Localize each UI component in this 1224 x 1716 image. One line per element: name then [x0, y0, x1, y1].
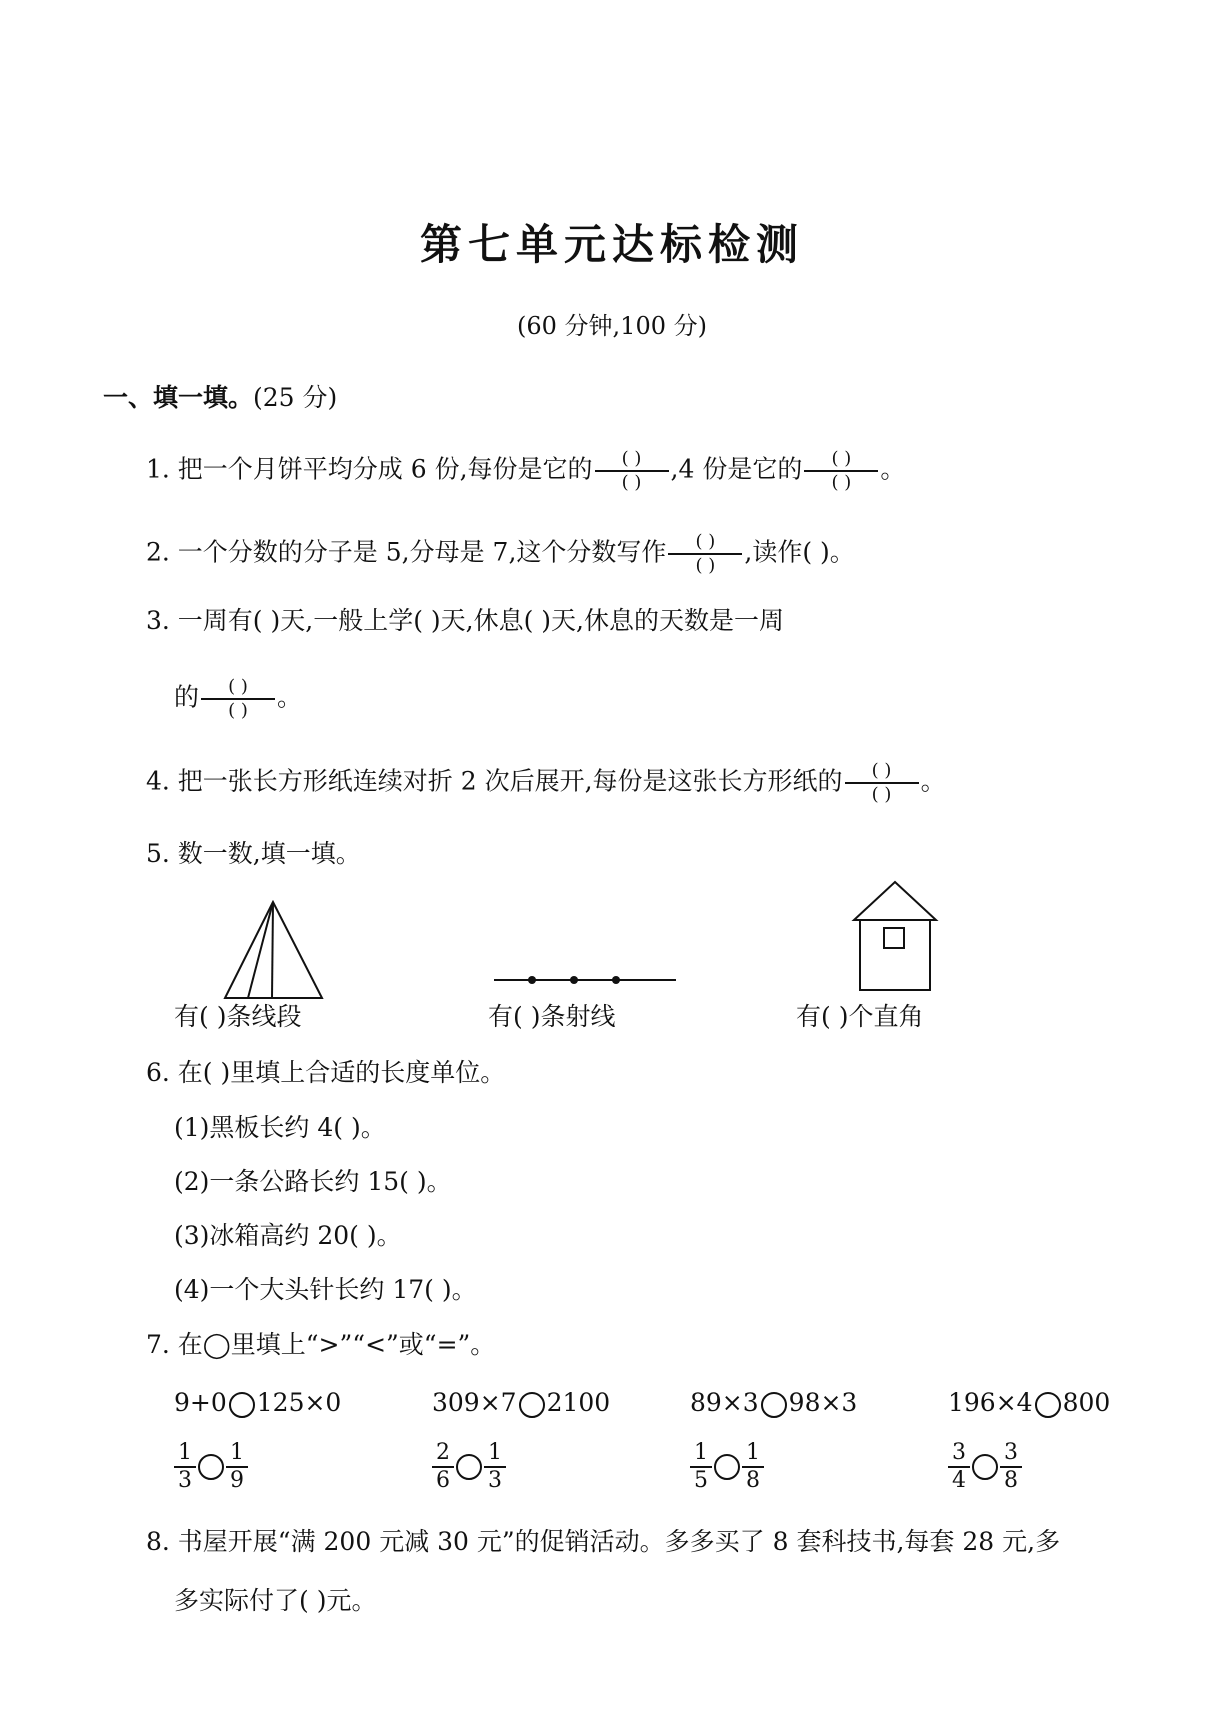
- question-7: 7. 在◯里填上“>”“<”或“=”。: [146, 1330, 496, 1359]
- fraction-comparison-item: $\frac{1}{5}$ $\frac{1}{8}$: [690, 1440, 764, 1494]
- compare-circle[interactable]: [198, 1454, 224, 1480]
- page-subtitle: (60 分钟,100 分): [517, 312, 707, 340]
- q1-text-a: 1. 把一个月饼平均分成 6 份,每份是它的: [146, 454, 593, 484]
- question-8-line-1: 8. 书屋开展“满 200 元减 30 元”的促销活动。多多买了 8 套科技书,每套 28 元,多: [146, 1527, 1061, 1556]
- section-title: 一、填一填。: [103, 383, 254, 412]
- question-3-line-2: [174, 676, 302, 722]
- q6-item: (4)一个大头针长约 17( )。: [174, 1275, 477, 1304]
- q1-text-c: 。: [880, 454, 906, 484]
- points-on-line-figure: [490, 970, 680, 990]
- fraction-blank[interactable]: $\frac{( )}{( )}$: [201, 676, 275, 722]
- compare-circle[interactable]: [1035, 1392, 1061, 1418]
- q2-text-b: ,读作( )。: [744, 537, 855, 567]
- q3-text-b: 的: [174, 682, 200, 712]
- q6-item: (1)黑板长约 4( )。: [174, 1113, 386, 1142]
- house-figure: [850, 880, 940, 992]
- page-title: 第七单元达标检测: [419, 220, 804, 269]
- compare-circle[interactable]: [456, 1454, 482, 1480]
- fraction-blank[interactable]: $\frac{( )}{( )}$: [845, 760, 919, 806]
- compare-circle[interactable]: [229, 1392, 255, 1418]
- q5-label-right-angles: 有( )个直角: [796, 1002, 924, 1031]
- q6-item: (2)一条公路长约 15( )。: [174, 1167, 452, 1196]
- compare-circle[interactable]: [761, 1392, 787, 1418]
- fraction-comparison-item: $\frac{1}{3}$ $\frac{1}{9}$: [174, 1440, 248, 1494]
- q4-text-b: 。: [920, 766, 946, 796]
- q2-text-a: 2. 一个分数的分子是 5,分母是 7,这个分数写作: [146, 537, 667, 567]
- question-5: 5. 数一数,填一填。: [146, 839, 361, 868]
- q4-text-a: 4. 把一张长方形纸连续对折 2 次后展开,每份是这张长方形纸的: [146, 766, 843, 796]
- q1-text-b: ,4 份是它的: [670, 454, 803, 484]
- fraction-comparison-item: $\frac{2}{6}$ $\frac{1}{3}$: [432, 1440, 506, 1494]
- q5-label-segments: 有( )条线段: [174, 1002, 302, 1031]
- question-8-line-2: 多实际付了( )元。: [174, 1586, 377, 1615]
- question-4: [146, 760, 946, 806]
- compare-circle[interactable]: [972, 1454, 998, 1480]
- comparison-item: 89×3 98×3: [690, 1388, 858, 1417]
- fraction-comparison-item: $\frac{3}{4}$ $\frac{3}{8}$: [948, 1440, 1022, 1494]
- comparison-item: 309×7 2100: [432, 1388, 611, 1417]
- question-3-line-1: 3. 一周有( )天,一般上学( )天,休息( )天,休息的天数是一周: [146, 606, 785, 635]
- compare-circle[interactable]: [714, 1454, 740, 1480]
- fraction-blank[interactable]: $\frac{( )}{( )}$: [804, 448, 878, 494]
- question-6: 6. 在( )里填上合适的长度单位。: [146, 1058, 506, 1087]
- question-2: [146, 531, 855, 577]
- q6-item: (3)冰箱高约 20( )。: [174, 1221, 402, 1250]
- fraction-blank[interactable]: $\frac{( )}{( )}$: [595, 448, 669, 494]
- section-score: (25 分): [253, 383, 338, 412]
- comparison-item: 9+0 125×0: [174, 1388, 342, 1417]
- compare-circle[interactable]: [519, 1392, 545, 1418]
- fraction-blank[interactable]: $\frac{( )}{( )}$: [668, 531, 742, 577]
- q5-label-rays: 有( )条射线: [488, 1002, 616, 1031]
- section-heading: [103, 378, 337, 414]
- question-1: [146, 448, 905, 494]
- q3-text-c: 。: [277, 682, 303, 712]
- comparison-item: 196×4 800: [948, 1388, 1111, 1417]
- triangle-figure: [210, 900, 330, 1000]
